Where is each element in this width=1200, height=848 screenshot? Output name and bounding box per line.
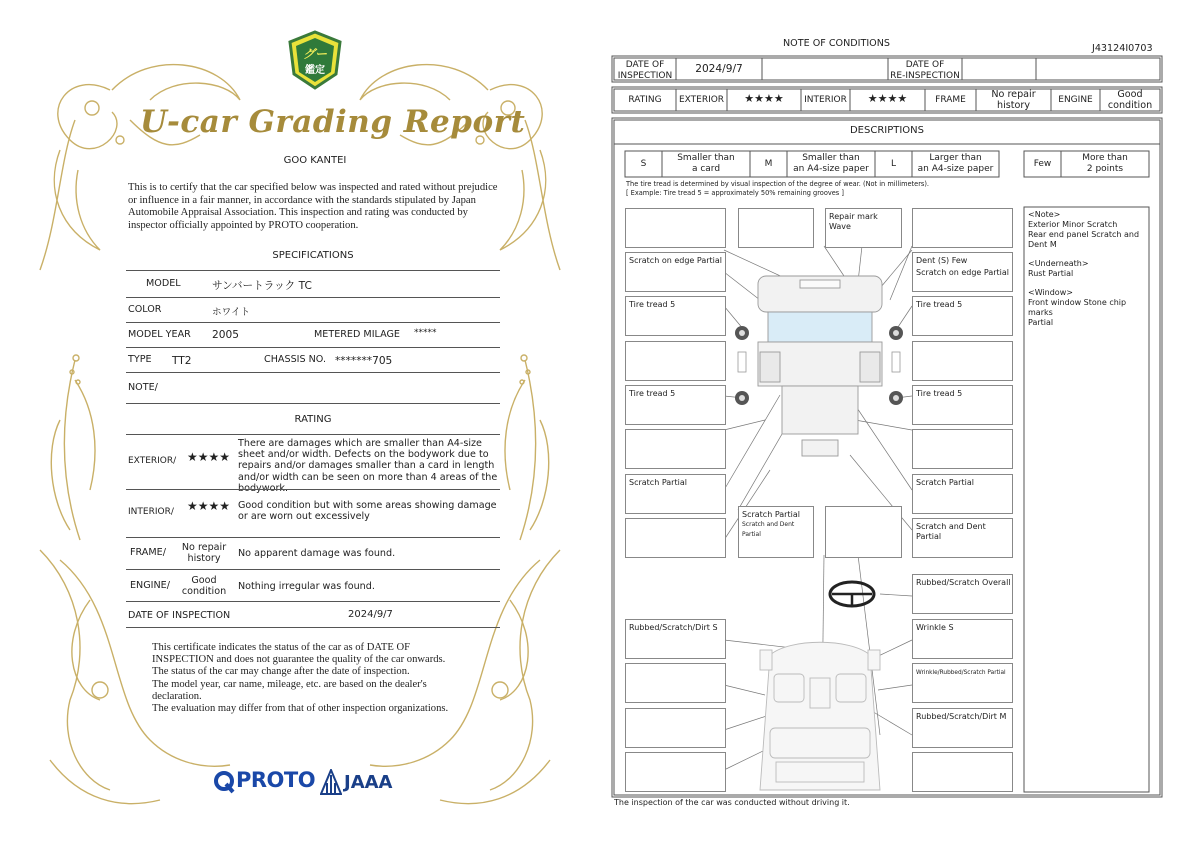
underneath-heading: <Underneath> [1028, 259, 1089, 268]
condition-box-rear-bumper [912, 518, 1013, 558]
legend-line: 2 points [1086, 163, 1124, 174]
interior-description: Good condition but with some areas showing damage or are worn out excessively [238, 500, 497, 523]
note-line: Dent M [1028, 240, 1057, 249]
condition-text: Scratch on edge Partial [629, 256, 723, 265]
condition-box [625, 708, 726, 748]
engine-value-line-2: condition [181, 586, 227, 598]
proto-logo-mark [213, 770, 235, 798]
interior-diagram [760, 642, 880, 790]
condition-box-dashboard [625, 619, 726, 659]
jaaa-logo-mark [320, 769, 342, 799]
legend-line: Smaller than [802, 153, 860, 163]
condition-box-tire-front-right [912, 296, 1013, 336]
model-value: サンバートラック TC [212, 280, 312, 292]
type-label: TYPE [128, 354, 152, 365]
mileage-label: METERED MILAGE [314, 329, 400, 340]
condition-box-tire-rear-left [625, 385, 726, 425]
type-value: TT2 [172, 355, 192, 367]
frame-value [176, 542, 232, 564]
legend-line: an A4-size paper [917, 163, 994, 174]
divider [126, 434, 500, 435]
model-label: MODEL [146, 278, 181, 289]
exterior-label: EXTERIOR [678, 95, 725, 105]
interior-label: INTERIOR [804, 95, 847, 105]
date-of-inspection-value: 2024/9/7 [695, 63, 743, 75]
engine-label: ENGINE [1058, 95, 1093, 105]
note-line: Exterior Minor Scratch [1028, 220, 1118, 229]
condition-box-front-right [912, 252, 1013, 292]
condition-box [625, 752, 726, 792]
condition-text [916, 256, 1009, 278]
descriptions-heading: DESCRIPTIONS [849, 125, 925, 136]
condition-text: Tire tread 5 [629, 389, 676, 398]
condition-line: Scratch and Dent Partial [742, 521, 795, 538]
condition-text: Rubbed/Scratch Overall [916, 578, 1011, 587]
condition-box [912, 208, 1013, 248]
divider [126, 297, 500, 298]
condition-text: Wrinkle/Rubbed/Scratch Partial [916, 670, 1006, 676]
condition-box-front-left [625, 252, 726, 292]
frame-value-line-1: No repair [181, 542, 227, 553]
chassis-value: *******705 [335, 355, 393, 367]
note-line: Rear end panel Scratch and [1028, 230, 1140, 239]
legend-line: Smaller than [677, 153, 735, 163]
legend-few: Few [1033, 159, 1052, 169]
exterior-description: There are damages which are smaller than A4-size sheet and/or width. Defects on the bodywork due to repairs and/or damages smaller than a card in length and/or width can be seen on more than 4 areas of the [238, 438, 498, 483]
certify-text: This is to certify that the car specified below was inspected and rated without prejudice or influence in a fair manner, in accordance with the standards stipulated by Japan Automobile Appraisal Association. This inspection and rating was conducted by inspector officially appointed by PROTO cooperation. [128, 182, 498, 231]
condition-line: Scratch Partial [742, 510, 800, 519]
legend-m: M [764, 159, 773, 169]
note-line: Front window Stone chip marks [1028, 298, 1127, 317]
frame-label: FRAME [935, 95, 966, 105]
engine-description: Nothing irregular was found. [238, 581, 375, 592]
condition-box [912, 429, 1013, 469]
condition-box-ceiling [912, 619, 1013, 659]
svg-text:グー: グー [302, 47, 328, 61]
interior-stars: ★★★★ [867, 92, 908, 105]
value-line: condition [1107, 99, 1153, 111]
label-line: DATE OF [905, 60, 945, 70]
condition-text: Rubbed/Scratch/Dirt M [916, 712, 1007, 721]
report-subtitle: GOO KANTEI [283, 155, 347, 166]
steering-wheel-icon [830, 582, 874, 606]
condition-text: Scratch and Dent Partial [916, 522, 986, 541]
notes-panel [1028, 210, 1148, 328]
report-title: U-car Grading Report [140, 104, 526, 140]
divider [126, 601, 500, 602]
condition-box-rear-right [912, 474, 1013, 514]
frame-value-line-2: history [187, 553, 221, 565]
condition-text [742, 510, 813, 540]
footer-line: declaration. [152, 690, 202, 702]
condition-text: Wrinkle S [916, 623, 954, 632]
legend-l: L [890, 159, 896, 169]
tire-note-line: The tire tread is determined by visual inspection of the degree of wear. (Not in millimeters). [626, 180, 930, 188]
label-line: DATE OF [625, 60, 665, 70]
note-of-conditions-page [600, 0, 1200, 848]
color-label: COLOR [128, 304, 162, 315]
mileage-value: ***** [414, 328, 437, 338]
condition-box [912, 752, 1013, 792]
note-label: NOTE/ [128, 382, 158, 393]
truck-outline [758, 276, 882, 456]
divider [126, 537, 500, 538]
condition-box [625, 518, 726, 558]
condition-box [625, 341, 726, 381]
date-of-inspection-label: DATE OF INSPECTION [128, 610, 231, 621]
model-year-value: 2005 [212, 329, 239, 341]
condition-text: Tire tread 5 [916, 300, 963, 309]
divider [126, 569, 500, 570]
footer-line: The model year, car name, mileage, etc. are based on the dealer's [152, 678, 427, 690]
footer-line: INSPECTION and does not guarantee the quality of the car onwards. [152, 654, 446, 666]
color-value: ホワイト [212, 307, 251, 318]
legend-s: S [640, 159, 647, 169]
condition-text: Scratch Partial [629, 478, 687, 487]
svg-text:鑑定: 鑑定 [305, 65, 325, 76]
divider [126, 347, 500, 348]
legend-line: a card [691, 163, 721, 174]
chassis-label: CHASSIS NO. [264, 354, 327, 365]
engine-value-line-1: Good [191, 575, 217, 586]
certificate-footer [152, 642, 492, 715]
rating-heading: RATING [294, 414, 332, 425]
jaaa-emblem-icon [320, 769, 342, 795]
condition-box-steering [912, 574, 1013, 614]
value-line: Good [1117, 89, 1143, 100]
tire-note-line: [ Example: Tire tread 5 = approximately 50% remaining grooves ] [626, 189, 844, 197]
value-line: No repair [991, 89, 1036, 100]
label-line: INSPECTION [617, 70, 673, 81]
condition-box-rear-seat [912, 708, 1013, 748]
rating-label: RATING [628, 95, 662, 105]
note-title: NOTE OF CONDITIONS [783, 38, 890, 49]
condition-line: Scratch on edge Partial [916, 268, 1010, 277]
divider [126, 322, 500, 323]
condition-line: Dent (S) Few [916, 256, 968, 265]
proto-logo: PROTO [236, 768, 316, 792]
condition-box-tire-rear-right [912, 385, 1013, 425]
note-line: Partial [1028, 318, 1054, 327]
document-id: J43124I0703 [1092, 43, 1153, 54]
model-year-label: MODEL YEAR [128, 329, 191, 340]
condition-box-rear-left [625, 474, 726, 514]
frame-label: FRAME/ [130, 547, 166, 558]
condition-box [625, 429, 726, 469]
condition-text: Scratch Partial [916, 478, 974, 487]
condition-box-roof [825, 208, 902, 248]
window-heading: <Window> [1028, 288, 1073, 297]
footer-line: This certificate indicates the status of the car as of DATE OF [152, 642, 410, 653]
note-heading: <Note> [1028, 210, 1061, 219]
note-line: Rust Partial [1028, 269, 1074, 278]
condition-box-rear-panel [738, 506, 814, 558]
date-of-inspection-value: 2024/9/7 [348, 609, 393, 620]
condition-text: Tire tread 5 [629, 300, 676, 309]
jaaa-logo: JAAA [344, 772, 393, 793]
divider [126, 403, 500, 404]
label-line: RE-INSPECTION [890, 70, 960, 81]
divider [126, 627, 500, 628]
engine-value [176, 575, 232, 597]
interior-label: INTERIOR/ [128, 507, 174, 517]
condition-box [738, 208, 814, 248]
legend-line: an A4-size paper [793, 163, 869, 174]
condition-box [625, 208, 726, 248]
inspection-footer: The inspection of the car was conducted without driving it. [614, 798, 850, 807]
engine-label: ENGINE/ [130, 580, 170, 591]
goo-kantei-badge [288, 30, 342, 90]
condition-text: Rubbed/Scratch/Dirt S [629, 623, 718, 632]
legend-line: Larger than [929, 153, 982, 163]
condition-text: Repair mark Wave [829, 212, 878, 231]
divider [126, 270, 500, 271]
divider [126, 372, 500, 373]
condition-box [625, 663, 726, 703]
divider [126, 489, 500, 490]
exterior-stars: ★★★★ [744, 92, 784, 105]
value-line: history [997, 99, 1030, 111]
specifications-heading: SPECIFICATIONS [272, 250, 354, 261]
condition-text: Tire tread 5 [916, 389, 963, 398]
exterior-label: EXTERIOR/ [128, 456, 177, 466]
exterior-stars: ★★★★ [187, 450, 231, 464]
shield-badge-icon [288, 30, 342, 90]
condition-box-tire-front-left [625, 296, 726, 336]
legend-line: More than [1082, 153, 1128, 163]
condition-box [825, 506, 902, 558]
frame-description: No apparent damage was found. [238, 548, 396, 559]
condition-box-driver-seat [912, 663, 1013, 703]
footer-line: The status of the car may change after the date of inspection. [152, 666, 410, 678]
condition-box [912, 341, 1013, 381]
interior-stars: ★★★★ [187, 499, 231, 513]
footer-line: The evaluation may differ from that of other inspection organizations. [152, 703, 449, 715]
proto-q-icon [213, 770, 235, 794]
